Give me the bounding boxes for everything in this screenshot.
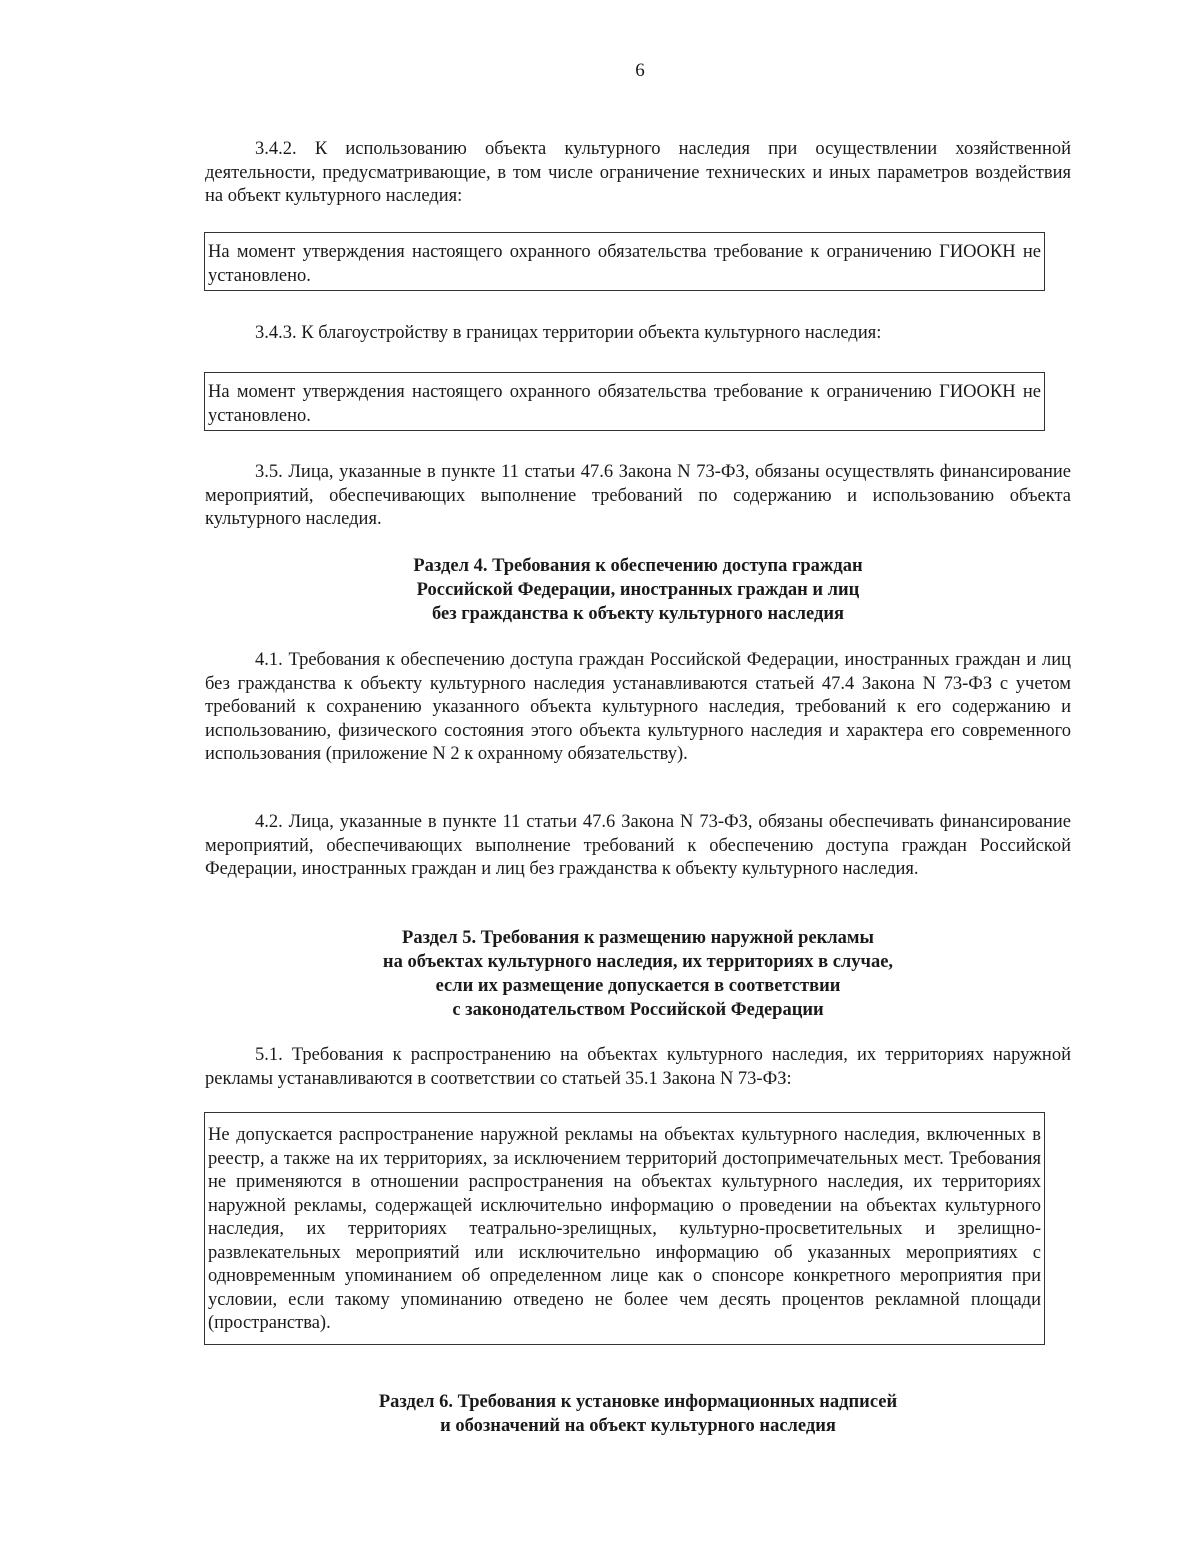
page-number: 6 [635, 60, 645, 81]
requirement-box-2: На момент утверждения настоящего охранного обязательства требование к ограничению ГИООКН не установлено. [204, 372, 1045, 431]
section-6-heading-line-1: Раздел 6. Требования к установке информационных надписей [378, 1392, 898, 1412]
paragraph-5-1: 5.1. Требования к распространению на объектах культурного наследия, их территориях наружной рекламы устанавливаются в соответствии со статьей 35.1 Закона N 73-ФЗ: [205, 1045, 1071, 1089]
section-4-heading-line-2: Российской Федерации, иностранных граждан и лиц [416, 580, 860, 600]
section-4-heading-line-3: без гражданства к объекту культурного наследия [431, 604, 844, 624]
paragraph-3-4-2: 3.4.2. К использованию объекта культурного наследия при осуществлении хозяйственной деятельности, предусматривающие, в том числе ограничение технических и иных параметров воздействия на объект культурного наследия: [205, 139, 1071, 206]
section-6-heading [205, 1390, 1071, 1438]
section-5-heading-line-3: если их размещение допускается в соответствии [435, 976, 841, 996]
paragraph-4-1: 4.1. Требования к обеспечению доступа граждан Российской Федерации, иностранных граждан и лиц без гражданства к объекту культурного наследия устанавливаются статьей 47.4 Закона N 73-ФЗ с учетом требований к сохранению указанного объекта культурного наследия, требований к его содержанию и использованию, физического состояния этого объекта культурного наследия и характера его современного использования (приложение N 2 к охранному обязательству). [205, 650, 1071, 764]
requirement-box-3: Не допускается распространение наружной рекламы на объектах культурного наследия, включенных в реестр, а также на их территориях, за исключением территорий достопримечательных мест. Требования не применяются в отношении распространения на объектах культурного наследия, их территориях наружной рекламы, содержащей исключительно информацию о проведении на объектах культурного наследия, их территориях театрально-зрелищных, культурно-просветительных и зрелищно-развлекательных мероприятий или исключительно информацию об указанных мероприятиях с одновременным упоминанием об определенном лице как о спонсоре конкретного мероприятия при условии, если такому упоминанию отведено не более чем десять процентов рекламной площади (пространства). [204, 1112, 1045, 1345]
paragraph-3-5: 3.5. Лица, указанные в пункте 11 статьи 47.6 Закона N 73-ФЗ, обязаны осуществлять финансирование мероприятий, обеспечивающих выполнение требований по содержанию и использованию объекта культурного наследия. [205, 462, 1071, 529]
paragraph-3-4-3: 3.4.3. К благоустройству в границах территории объекта культурного наследия: [255, 323, 882, 343]
section-5-heading-line-1: Раздел 5. Требования к размещению наружной рекламы [402, 928, 874, 948]
section-5-heading-line-4: с законодательством Российской Федерации [452, 1000, 824, 1020]
paragraph-4-2: 4.2. Лица, указанные в пункте 11 статьи 47.6 Закона N 73-ФЗ, обязаны обеспечивать финансирование мероприятий, обеспечивающих выполнение требований к обеспечению доступа граждан Российской Федерации, иностранных граждан и лиц без гражданства к объекту культурного наследия. [205, 812, 1071, 879]
section-5-heading-line-2: на объектах культурного наследия, их территориях в случае, [382, 952, 894, 972]
section-4-heading-line-1: Раздел 4. Требования к обеспечению доступа граждан [413, 556, 863, 576]
requirement-box-1: На момент утверждения настоящего охранного обязательства требование к ограничению ГИООКН не установлено. [204, 232, 1045, 291]
section-4-heading [205, 554, 1071, 626]
section-6-heading-line-2: и обозначений на объект культурного наследия [440, 1416, 836, 1436]
section-5-heading [205, 926, 1071, 1022]
